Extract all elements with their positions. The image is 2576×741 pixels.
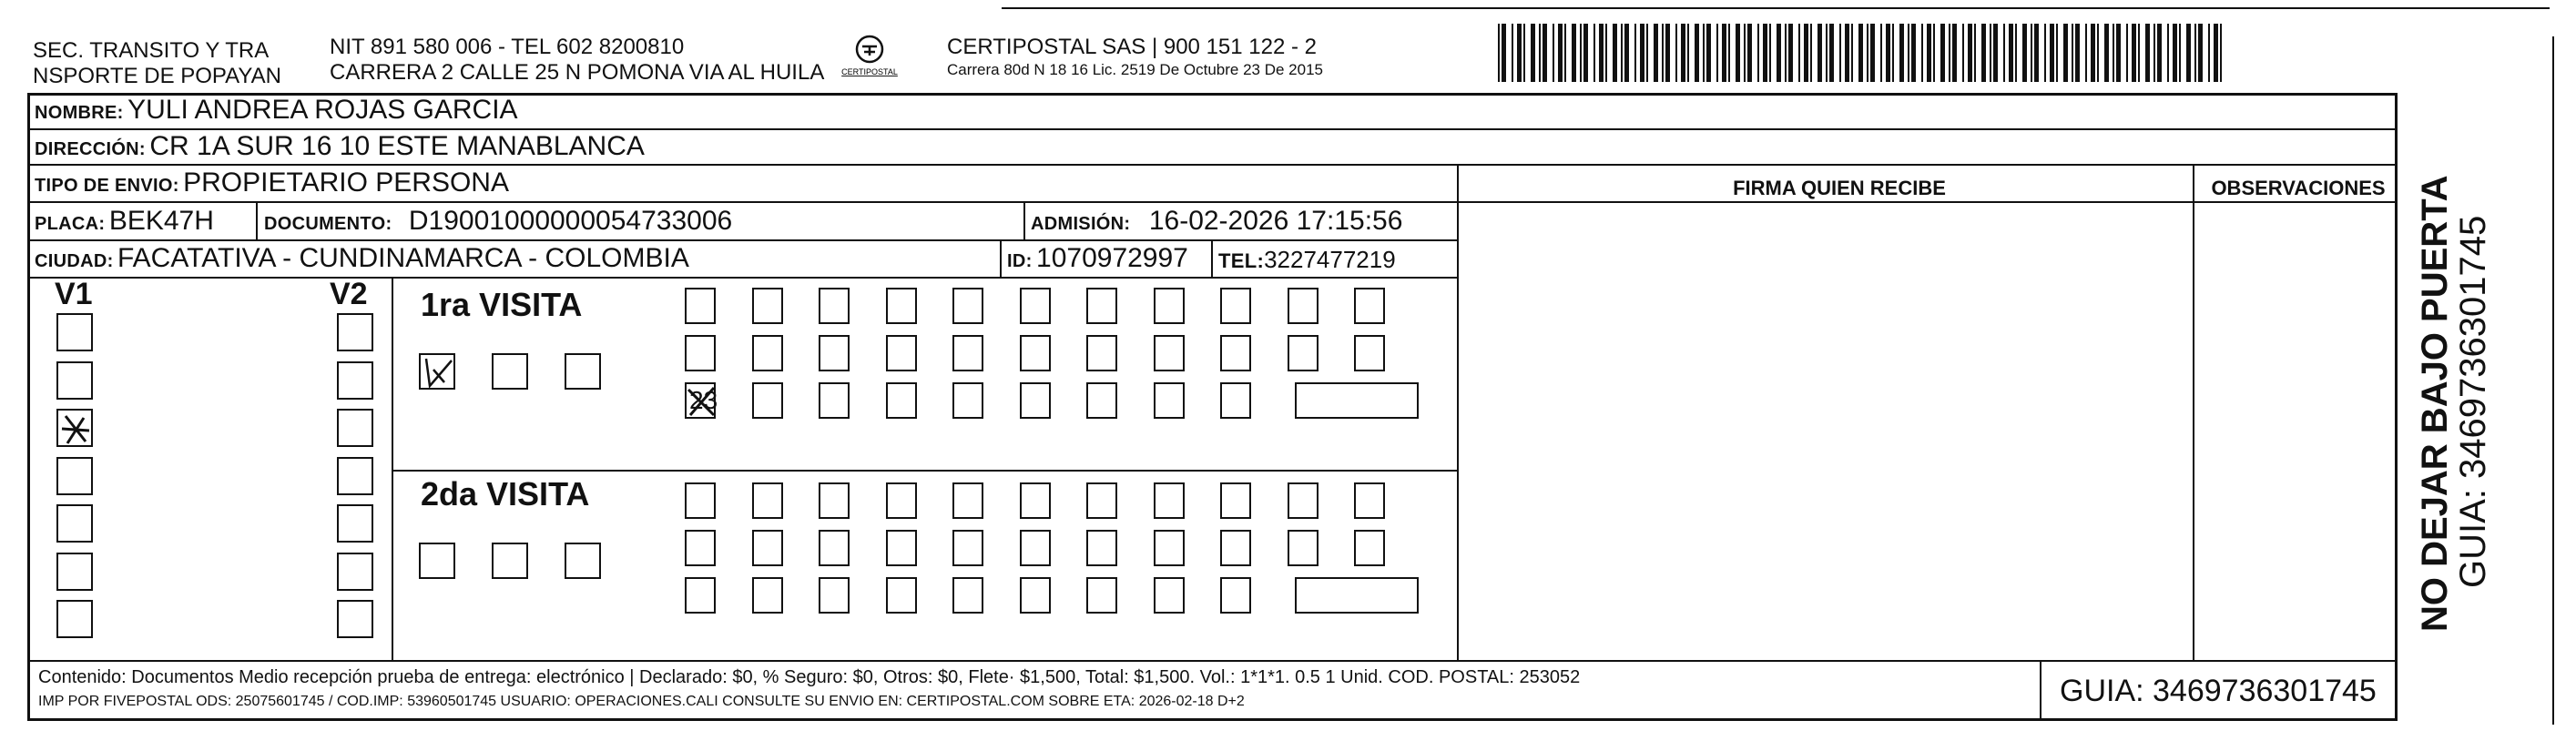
visit1-title: 1ra VISITA xyxy=(421,286,583,323)
visit1-day-6[interactable] xyxy=(1020,288,1051,324)
visit2-day-8[interactable] xyxy=(1154,482,1185,519)
visit2-time-box[interactable] xyxy=(1295,577,1419,614)
documento-label: DOCUMENTO: xyxy=(264,214,392,234)
v1-label: V1 xyxy=(55,277,93,311)
tipo-envio-row xyxy=(35,167,509,198)
visit1-day-30[interactable] xyxy=(1154,382,1185,419)
v1-checkbox-rehusado[interactable] xyxy=(56,553,93,591)
visit2-day-17[interactable] xyxy=(1020,530,1051,566)
visit2-day-29[interactable] xyxy=(1086,577,1117,614)
visit2-day-20[interactable] xyxy=(1220,530,1251,566)
visit1-day-23[interactable] xyxy=(685,382,716,419)
nombre-value: YULI ANDREA ROJAS GARCIA xyxy=(127,95,518,125)
visit2-day-31[interactable] xyxy=(1220,577,1251,614)
v2-checkbox-entregado[interactable] xyxy=(337,313,373,351)
visit2-day-15[interactable] xyxy=(886,530,917,566)
v2-checkbox-dificil-acceso[interactable] xyxy=(337,600,373,638)
tel-row xyxy=(1218,246,1396,274)
footer-guia: GUIA: 3469736301745 xyxy=(2060,674,2377,708)
visit2-day-5[interactable] xyxy=(952,482,983,519)
visit2-day-25[interactable] xyxy=(819,577,850,614)
direccion-label: DIRECCIÓN: xyxy=(35,139,146,159)
visit2-day-18[interactable] xyxy=(1086,530,1117,566)
side-warning: NO DEJAR BAJO PUERTA xyxy=(2415,175,2455,632)
visit2-day-19[interactable] xyxy=(1154,530,1185,566)
visit1-day-1[interactable] xyxy=(685,288,716,324)
visit1-day-4[interactable] xyxy=(886,288,917,324)
visit2-month-box-abr[interactable] xyxy=(565,543,601,579)
visit1-day-19[interactable] xyxy=(1154,335,1185,371)
svg-text:CERTIPOSTAL: CERTIPOSTAL xyxy=(841,67,898,76)
visit2-day-13[interactable] xyxy=(752,530,783,566)
visit1-day-31[interactable] xyxy=(1220,382,1251,419)
visit1-day-16[interactable] xyxy=(952,335,983,371)
visit2-day-9[interactable] xyxy=(1220,482,1251,519)
sender-line-1: SEC. TRANSITO Y TRA xyxy=(33,38,270,63)
observaciones-header: OBSERVACIONES xyxy=(2211,177,2386,199)
visit1-day-number: 23 xyxy=(689,386,718,414)
barcode xyxy=(1498,24,2226,82)
v1-checkbox-dir-errada[interactable] xyxy=(56,409,93,447)
visit2-day-27[interactable] xyxy=(952,577,983,614)
sender-info xyxy=(330,35,824,86)
visit1-day-18[interactable] xyxy=(1086,335,1117,371)
admision-value: 16-02-2026 17:15:56 xyxy=(1148,206,1403,236)
check-mark-icon xyxy=(421,355,455,390)
v2-label: V2 xyxy=(330,277,368,311)
visit1-day-22[interactable] xyxy=(1354,335,1385,371)
visit1-day-14[interactable] xyxy=(819,335,850,371)
side-guia: GUIA: 3469736301745 xyxy=(2453,215,2493,588)
placa-label: PLACA: xyxy=(35,214,106,234)
visit2-title: 2da VISITA xyxy=(421,475,590,513)
visit1-day-28[interactable] xyxy=(1020,382,1051,419)
visit2-day-3[interactable] xyxy=(819,482,850,519)
visit1-day-29[interactable] xyxy=(1086,382,1117,419)
footer-line-2: IMP POR FIVEPOSTAL ODS: 25075601745 / COD.IMP: 53960501745 USUARIO: OPERACIONES.CALI CONSULTE SU ENVIO EN: CERTIPOSTAL.COM SOBRE ETA: 2026-02-18 D+2 xyxy=(38,694,1245,709)
visit2-day-6[interactable] xyxy=(1020,482,1051,519)
v2-checkbox-rehusado[interactable] xyxy=(337,553,373,591)
visit2-day-2[interactable] xyxy=(752,482,783,519)
visit1-day-17[interactable] xyxy=(1020,335,1051,371)
ciudad-value: FACATATIVA - CUNDINAMARCA - COLOMBIA xyxy=(117,243,689,273)
visit1-day-26[interactable] xyxy=(886,382,917,419)
visit2-day-23[interactable] xyxy=(685,577,716,614)
id-value: 1070972997 xyxy=(1036,243,1188,273)
visit1-month-box-mar[interactable] xyxy=(492,353,528,390)
visit1-day-21[interactable] xyxy=(1288,335,1319,371)
visit2-day-30[interactable] xyxy=(1154,577,1185,614)
check-mark-icon xyxy=(58,411,93,447)
visit2-day-14[interactable] xyxy=(819,530,850,566)
footer-line-1: Contenido: Documentos Medio recepción prueba de entrega: electrónico | Declarado: $0, % Seguro: $0, Otros: $0, Flete· $1,500, Total: $1,500. Vol.: 1*1*1. 0.5 1 Unid. COD. POSTAL: 253052 xyxy=(38,667,1581,687)
visit2-day-28[interactable] xyxy=(1020,577,1051,614)
admision-row xyxy=(1031,206,1402,237)
v1-checkbox-dificil-acceso[interactable] xyxy=(56,600,93,638)
tel-value: 3227477219 xyxy=(1264,246,1396,273)
visit1-day-24[interactable] xyxy=(752,382,783,419)
visit1-day-12[interactable] xyxy=(685,335,716,371)
company-logo xyxy=(838,33,901,78)
v2-checkbox-dir-incompleta[interactable] xyxy=(337,457,373,495)
page-edge xyxy=(2552,36,2554,725)
sender-line-2: NSPORTE DE POPAYAN xyxy=(33,64,281,88)
visit2-day-4[interactable] xyxy=(886,482,917,519)
visit1-time-box[interactable] xyxy=(1295,382,1419,419)
ciudad-row xyxy=(35,243,689,274)
visit1-day-8[interactable] xyxy=(1154,288,1185,324)
visit1-day-7[interactable] xyxy=(1086,288,1117,324)
v1-checkbox-dir-incompleta[interactable] xyxy=(56,457,93,495)
v2-checkbox-dir-errada[interactable] xyxy=(337,409,373,447)
visit2-month-box-mar[interactable] xyxy=(492,543,528,579)
firma-header: FIRMA QUIEN RECIBE xyxy=(1733,177,1946,199)
sender-info-line-2: CARRERA 2 CALLE 25 N POMONA VIA AL HUILA xyxy=(330,60,825,85)
visit2-day-10[interactable] xyxy=(1288,482,1319,519)
visit2-day-16[interactable] xyxy=(952,530,983,566)
id-row xyxy=(1007,243,1188,274)
direccion-row xyxy=(35,131,645,162)
sender-name xyxy=(33,38,281,89)
visit1-day-27[interactable] xyxy=(952,382,983,419)
v1-checkbox-entregado[interactable] xyxy=(56,313,93,351)
sender-info-line-1: NIT 891 580 006 - TEL 602 8200810 xyxy=(330,35,685,59)
v2-checkbox-cerrado[interactable] xyxy=(337,361,373,400)
id-label: ID: xyxy=(1007,251,1033,271)
visit1-day-5[interactable] xyxy=(952,288,983,324)
visit1-day-9[interactable] xyxy=(1220,288,1251,324)
placa-row xyxy=(35,206,214,237)
visit1-day-3[interactable] xyxy=(819,288,850,324)
visit2-month-box-feb[interactable] xyxy=(419,543,455,579)
visit1-day-10[interactable] xyxy=(1288,288,1319,324)
visit2-day-24[interactable] xyxy=(752,577,783,614)
nombre-label: NOMBRE: xyxy=(35,103,124,123)
documento-value: D19001000000054733006 xyxy=(408,206,733,236)
placa-value: BEK47H xyxy=(108,206,214,236)
visit1-day-15[interactable] xyxy=(886,335,917,371)
visit1-month-box-feb[interactable] xyxy=(419,353,455,390)
visit2-day-26[interactable] xyxy=(886,577,917,614)
company-info xyxy=(947,35,1323,80)
visit2-day-12[interactable] xyxy=(685,530,716,566)
visit2-day-1[interactable] xyxy=(685,482,716,519)
tipo-envio-value: PROPIETARIO PERSONA xyxy=(183,167,509,198)
nombre-row xyxy=(35,95,518,126)
visit2-day-22[interactable] xyxy=(1354,530,1385,566)
visit2-day-7[interactable] xyxy=(1086,482,1117,519)
admision-label: ADMISIÓN: xyxy=(1031,214,1131,234)
tipo-envio-label: TIPO DE ENVIO: xyxy=(35,176,179,196)
company-line-1: CERTIPOSTAL SAS | 900 151 122 - 2 xyxy=(947,35,1317,59)
tel-label: TEL: xyxy=(1218,249,1265,272)
visit1-day-25[interactable] xyxy=(819,382,850,419)
visit1-day-13[interactable] xyxy=(752,335,783,371)
visit1-day-2[interactable] xyxy=(752,288,783,324)
v2-checkbox-no-reside[interactable] xyxy=(337,504,373,543)
v1-checkbox-no-reside[interactable] xyxy=(56,504,93,543)
visit1-day-20[interactable] xyxy=(1220,335,1251,371)
visit2-day-11[interactable] xyxy=(1354,482,1385,519)
visit1-month-box-abr[interactable] xyxy=(565,353,601,390)
company-line-2: Carrera 80d N 18 16 Lic. 2519 De Octubre 23 De 2015 xyxy=(947,61,1323,78)
top-edge xyxy=(1002,7,2550,9)
direccion-value: CR 1A SUR 16 10 ESTE MANABLANCA xyxy=(149,131,645,161)
visit2-day-21[interactable] xyxy=(1288,530,1319,566)
ciudad-label: CIUDAD: xyxy=(35,251,114,271)
visit1-day-11[interactable] xyxy=(1354,288,1385,324)
documento-row xyxy=(264,206,732,237)
v1-checkbox-cerrado[interactable] xyxy=(56,361,93,400)
